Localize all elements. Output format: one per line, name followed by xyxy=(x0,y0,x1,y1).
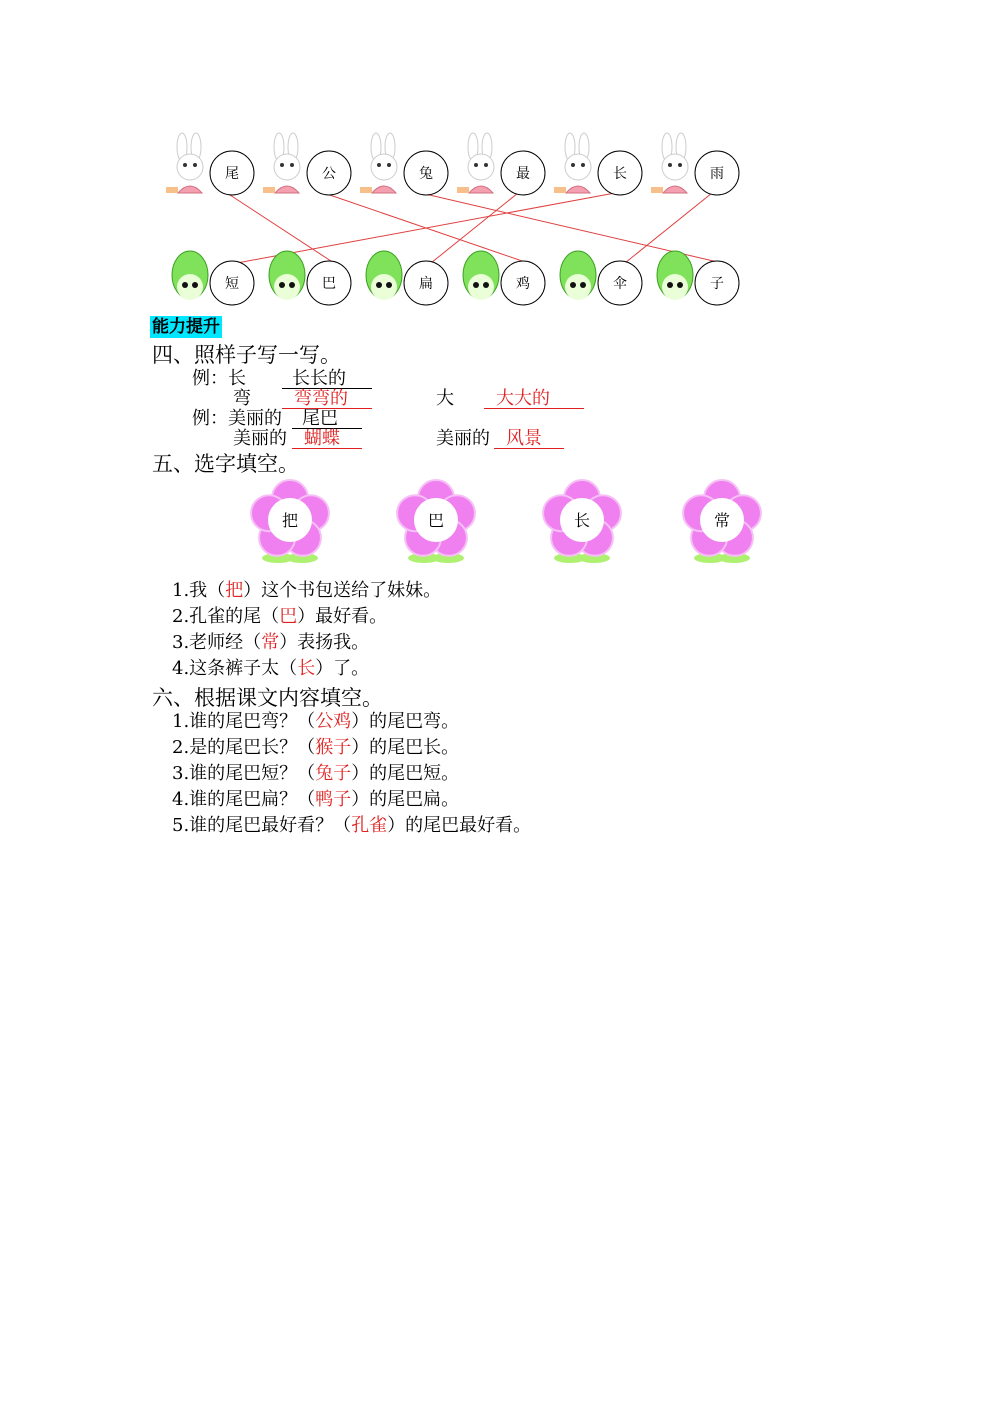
bunny-basket xyxy=(263,187,275,193)
bunny-item xyxy=(360,133,448,195)
cabbage-item xyxy=(463,251,545,305)
question-text: 2.孔雀的尾（ xyxy=(172,606,280,627)
top-char: 公 xyxy=(322,166,336,182)
row4b-underline xyxy=(494,448,564,449)
flower-options xyxy=(240,478,780,568)
cabbage-eye xyxy=(182,282,188,288)
bunny-eye xyxy=(571,163,575,167)
bunny-item xyxy=(457,133,545,195)
bottom-char: 鸡 xyxy=(516,276,530,292)
example1-label: 例：长 xyxy=(192,368,246,389)
bunny-basket xyxy=(457,187,469,193)
cabbage-eye xyxy=(473,282,479,288)
question-text: 2.是的尾巴长？（ xyxy=(172,737,316,758)
cabbage-eye xyxy=(279,282,285,288)
question-text-tail: ）的尾巴短。 xyxy=(351,763,460,784)
top-char: 雨 xyxy=(710,166,724,182)
bunny-basket xyxy=(166,187,178,193)
section6-question xyxy=(172,815,531,837)
row2b-underline xyxy=(484,408,584,409)
section5-title: 五、选字填空。 xyxy=(152,452,299,476)
cabbage-item xyxy=(657,251,739,305)
bottom-char: 伞 xyxy=(613,276,627,292)
question-text: 1.我（ xyxy=(172,580,226,601)
cabbage-face xyxy=(468,274,494,300)
answer-text: 公鸡 xyxy=(315,711,352,732)
flower-option xyxy=(683,480,761,563)
cabbage-eye xyxy=(570,282,576,288)
cabbage-item xyxy=(269,251,351,305)
row2-char: 弯 xyxy=(233,388,251,409)
bottom-char: 巴 xyxy=(322,276,336,292)
bunny-head xyxy=(274,154,300,180)
example1-answer: 长长的 xyxy=(292,368,346,389)
row4-answer: 蝴蝶 xyxy=(304,428,340,449)
row2b-answer: 大大的 xyxy=(496,388,550,409)
bottom-char: 短 xyxy=(225,276,239,292)
cabbage-eye xyxy=(667,282,673,288)
row2-answer: 弯弯的 xyxy=(294,388,348,409)
bunny-dress xyxy=(469,186,493,193)
question-text: 3.老师经（ xyxy=(172,632,262,653)
cabbage-face xyxy=(662,274,688,300)
bunny-item xyxy=(651,133,739,195)
answer-text: 兔子 xyxy=(315,763,352,784)
example2-label: 例：美丽的 xyxy=(192,408,282,429)
section6-question xyxy=(172,789,459,811)
answer-text: 巴 xyxy=(279,606,298,627)
cabbage-eye xyxy=(677,282,683,288)
bottom-char: 扁 xyxy=(419,276,433,292)
cabbage-eye xyxy=(386,282,392,288)
row4b-prefix: 美丽的 xyxy=(436,428,490,449)
flower-char: 巴 xyxy=(427,511,445,530)
bunny-eye xyxy=(280,163,284,167)
bunny-basket xyxy=(651,187,663,193)
section6-question xyxy=(172,737,459,759)
flower-option xyxy=(543,480,621,563)
row4-prefix: 美丽的 xyxy=(233,428,287,449)
section5-question xyxy=(172,580,441,602)
question-text: 5.谁的尾巴最好看？（ xyxy=(172,815,352,836)
cabbage-eye xyxy=(289,282,295,288)
question-text-tail: ）的尾巴长。 xyxy=(351,737,460,758)
cabbage-face xyxy=(565,274,591,300)
answer-text: 常 xyxy=(261,632,280,653)
bunny-dress xyxy=(178,186,202,193)
top-char: 兔 xyxy=(419,166,433,182)
bunny-eye xyxy=(581,163,585,167)
flower-char: 把 xyxy=(281,511,299,530)
question-text-tail: ）的尾巴最好看。 xyxy=(387,815,532,836)
bunny-dress xyxy=(566,186,590,193)
question-text: 1.谁的尾巴弯？（ xyxy=(172,711,316,732)
question-text: 3.谁的尾巴短？（ xyxy=(172,763,316,784)
bunny-basket xyxy=(554,187,566,193)
row4-underline xyxy=(292,448,362,449)
bunny-head xyxy=(371,154,397,180)
bunny-eye xyxy=(474,163,478,167)
question-text-tail: ）表扬我。 xyxy=(279,632,370,653)
section6-title: 六、根据课文内容填空。 xyxy=(152,686,383,710)
bunny-head xyxy=(468,154,494,180)
section4-title: 四、照样子写一写。 xyxy=(152,343,341,367)
bunny-item xyxy=(263,133,351,195)
flower-char: 常 xyxy=(713,511,731,530)
bunny-head xyxy=(662,154,688,180)
cabbage-face xyxy=(371,274,397,300)
flower-char: 长 xyxy=(573,511,591,530)
bottom-char: 子 xyxy=(710,276,724,292)
question-text-tail: ）的尾巴弯。 xyxy=(351,711,460,732)
section5-question xyxy=(172,658,369,680)
cabbage-eye xyxy=(483,282,489,288)
matching-exercise xyxy=(150,125,770,315)
answer-text: 把 xyxy=(225,580,244,601)
row2b-char: 大 xyxy=(436,388,454,409)
example2-answer: 尾巴 xyxy=(302,408,338,429)
top-char: 长 xyxy=(613,166,627,182)
cabbage-item xyxy=(172,251,254,305)
bunny-eye xyxy=(484,163,488,167)
section5-question xyxy=(172,606,387,628)
bunny-eye xyxy=(290,163,294,167)
flower-option xyxy=(251,480,329,563)
bunny-item xyxy=(554,133,642,195)
cabbage-eye xyxy=(376,282,382,288)
top-char: 尾 xyxy=(225,166,239,182)
question-text-tail: ）最好看。 xyxy=(297,606,388,627)
cabbage-eye xyxy=(192,282,198,288)
section-badge: 能力提升 xyxy=(152,317,220,337)
bunny-eye xyxy=(387,163,391,167)
bunny-eye xyxy=(183,163,187,167)
cabbage-face xyxy=(177,274,203,300)
bunny-eye xyxy=(377,163,381,167)
bunny-head xyxy=(565,154,591,180)
bunny-dress xyxy=(372,186,396,193)
question-text-tail: ）了。 xyxy=(315,658,370,679)
row4b-answer: 风景 xyxy=(506,428,542,449)
bunny-basket xyxy=(360,187,372,193)
question-text-tail: ）的尾巴扁。 xyxy=(351,789,460,810)
cabbage-face xyxy=(274,274,300,300)
question-text-tail: ）这个书包送给了妹妹。 xyxy=(243,580,442,601)
question-text: 4.谁的尾巴扁？（ xyxy=(172,789,316,810)
bunny-eye xyxy=(193,163,197,167)
section5-question xyxy=(172,632,369,654)
bunny-eye xyxy=(668,163,672,167)
flower-option xyxy=(397,480,475,563)
cabbage-eye xyxy=(580,282,586,288)
question-text: 4.这条裤子太（ xyxy=(172,658,298,679)
top-char: 最 xyxy=(516,166,530,182)
bunny-dress xyxy=(275,186,299,193)
bunny-dress xyxy=(663,186,687,193)
answer-text: 长 xyxy=(297,658,316,679)
section6-question xyxy=(172,763,459,785)
answer-text: 猴子 xyxy=(315,737,352,758)
bunny-head xyxy=(177,154,203,180)
answer-text: 鸭子 xyxy=(315,789,352,810)
section6-question xyxy=(172,711,459,733)
answer-text: 孔雀 xyxy=(351,815,388,836)
bunny-item xyxy=(166,133,254,195)
bunny-eye xyxy=(678,163,682,167)
